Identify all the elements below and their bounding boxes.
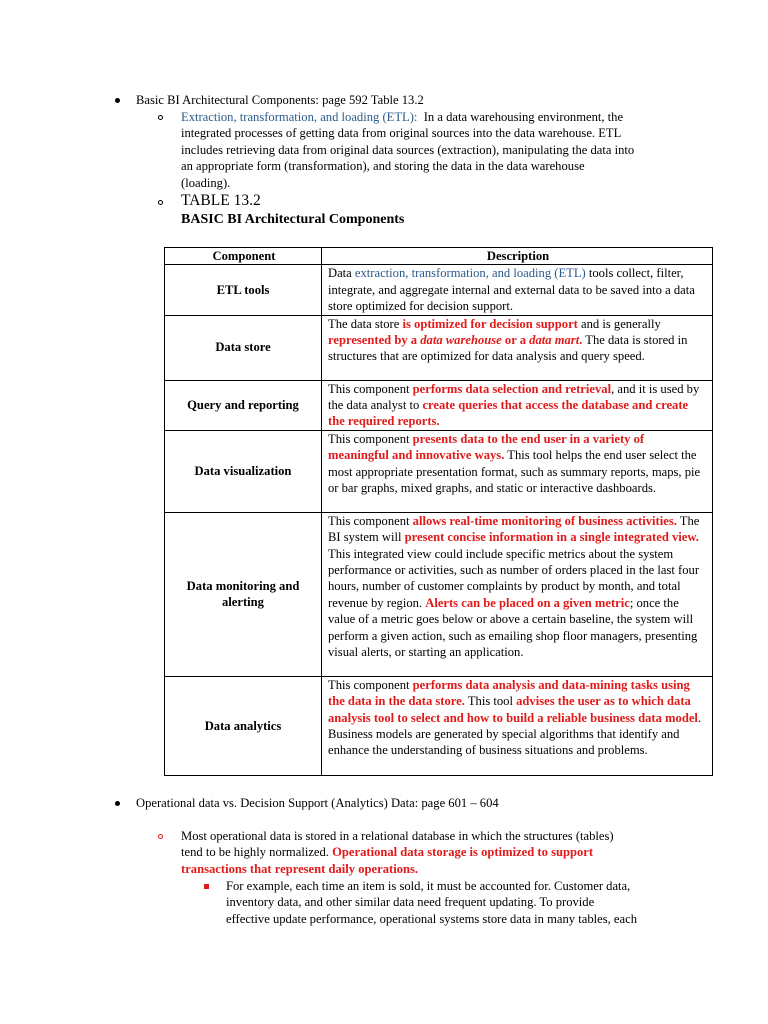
component-cell: Data store bbox=[165, 315, 322, 380]
operational-data-text: Most operational data is stored in a relational database in which the structures (tables) tend to be highly normalized. Operational data storage is optimized to support transactions that represent daily operations. bbox=[181, 829, 614, 876]
bullet-operational-data: Operational data vs. Decision Support (Analytics) Data: page 601 – 604 bbox=[136, 796, 499, 810]
bullet-basic-bi: Basic BI Architectural Components: page 592 Table 13.2 bbox=[136, 93, 424, 107]
table-header-row bbox=[165, 248, 713, 265]
header-description: Description bbox=[322, 248, 713, 265]
description-cell: Data extraction, transformation, and loading (ETL) tools collect, filter, integrate, and aggregate internal and external data to be saved into a data store optimized for decision support. bbox=[322, 265, 713, 315]
table-row bbox=[165, 315, 713, 380]
table-row bbox=[165, 380, 713, 430]
component-cell: Data analytics bbox=[165, 676, 322, 775]
header-component: Component bbox=[165, 248, 322, 265]
sub-bullet-circle bbox=[158, 200, 163, 205]
description-cell: The data store is optimized for decision support and is generally represented by a data warehouse or a data mart. The data is stored in structures that are optimized for data analysis and query speed. bbox=[322, 315, 713, 380]
etl-definition: Extraction, transformation, and loading (ETL): In a data warehousing environment, the integrated processes of getting data from original sources into the data warehouse. ETL includes retrieving data from original data sources (extraction), manipulating the data into an appropriate form (transformation), and storing the data in the data warehouse (loading). bbox=[181, 110, 635, 190]
description-cell: This component presents data to the end user in a variety of meaningful and innovative ways. This tool helps the end user select the most appropriate presentation format, such as summary reports, maps, pie or bar graphs, mixed graphs, and static or interactive dashboards. bbox=[322, 430, 713, 512]
table-row bbox=[165, 430, 713, 512]
component-cell: Data monitoring and alerting bbox=[165, 512, 322, 676]
example-text: For example, each time an item is sold, it must be accounted for. Customer data, inventory data, and other similar data need frequent updating. To provide effective update performance, operational systems store data in many tables, each bbox=[226, 879, 637, 926]
table-row bbox=[165, 676, 713, 775]
table-title: BASIC BI Architectural Components bbox=[181, 212, 405, 227]
description-cell: This component performs data analysis and data-mining tasks using the data in the data store. This tool advises the user as to which data analysis tool to select and how to build a reliable business data model. Business models are generated by special algorithms that identify and enhance the understanding of business situations and problems. bbox=[322, 676, 713, 775]
bi-components-table bbox=[164, 247, 713, 776]
bullet-dot bbox=[115, 98, 120, 103]
sub-bullet-circle bbox=[158, 834, 163, 839]
table-row bbox=[165, 265, 713, 315]
component-cell: ETL tools bbox=[165, 265, 322, 315]
sub-sub-bullet-square bbox=[204, 884, 209, 889]
component-cell: Data visualization bbox=[165, 430, 322, 512]
table-number: TABLE 13.2 bbox=[181, 192, 261, 209]
component-cell: Query and reporting bbox=[165, 380, 322, 430]
bullet-dot bbox=[115, 801, 120, 806]
table-row bbox=[165, 512, 713, 676]
etl-term: Extraction, transformation, and loading (ETL): bbox=[181, 110, 418, 124]
description-cell: This component allows real-time monitoring of business activities. The BI system will present concise information in a single integrated view. This integrated view could include specific metrics about the system performance or activities, such as number of orders placed in the last four hours, number of customer complaints by product by month, and total revenue by region. Alerts can be placed on a given metric; once the value of a metric goes below or above a certain baseline, the system will perform a given action, such as emailing shop floor managers, presenting visual alerts, or starting an application. bbox=[322, 512, 713, 676]
description-cell: This component performs data selection and retrieval, and it is used by the data analyst to create queries that access the database and create the required reports. bbox=[322, 380, 713, 430]
sub-bullet-circle bbox=[158, 115, 163, 120]
